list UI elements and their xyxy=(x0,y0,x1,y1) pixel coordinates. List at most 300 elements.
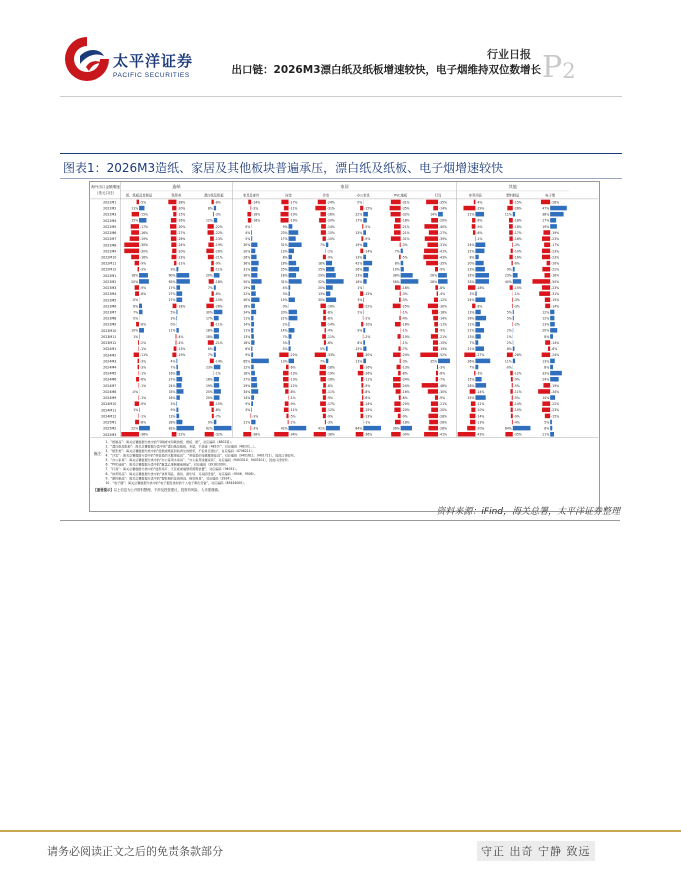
row-month-label: 2022M2 xyxy=(103,206,117,211)
growth-bar xyxy=(400,291,401,296)
growth-value: 40% xyxy=(504,279,512,284)
growth-value: -15% xyxy=(214,298,223,303)
figure-source: 资料来源：iFind，海关总署，太平洋证券整理 xyxy=(60,504,620,521)
growth-value: -9% xyxy=(326,255,333,260)
growth-value: -18% xyxy=(177,304,186,309)
growth-value: 12% xyxy=(243,365,251,370)
growth-value: -15% xyxy=(214,402,223,407)
growth-bar xyxy=(424,432,438,437)
growth-value: -14% xyxy=(476,389,485,394)
growth-value: -3% xyxy=(252,206,259,211)
growth-bar xyxy=(289,316,298,321)
growth-bar xyxy=(176,377,182,382)
growth-value: 10% xyxy=(392,267,400,272)
growth-bar xyxy=(543,383,550,388)
growth-value: 24% xyxy=(467,243,475,248)
growth-value: 1% xyxy=(357,285,363,290)
growth-bar xyxy=(393,383,401,388)
growth-bar xyxy=(214,273,220,278)
growth-bar xyxy=(420,353,438,358)
note-line: 8、“体育用品”：海关总署数据分类中的“体育用品、游戏、游乐场、马戏团设备”，对应编码（9506、9508）。 xyxy=(105,471,258,476)
growth-bar xyxy=(176,310,177,315)
growth-bar xyxy=(395,322,401,327)
growth-bar xyxy=(214,395,220,400)
growth-value: -8% xyxy=(476,304,483,309)
growth-bar xyxy=(251,408,252,413)
growth-value: 3% xyxy=(245,408,251,413)
growth-bar xyxy=(468,285,475,290)
growth-bar xyxy=(321,224,326,229)
growth-value: -13% xyxy=(289,371,298,376)
growth-value: -18% xyxy=(326,365,335,370)
row-month-label: 2024M11 xyxy=(101,408,117,413)
growth-value: -11% xyxy=(214,267,223,272)
growth-value: -8% xyxy=(214,200,221,205)
growth-bar xyxy=(251,316,253,321)
growth-value: 5% xyxy=(282,347,288,352)
growth-value: 23% xyxy=(205,365,213,370)
growth-bar xyxy=(214,346,216,351)
row-month-label: 2022M12 xyxy=(101,267,117,272)
growth-bar xyxy=(512,261,513,266)
growth-bar xyxy=(206,249,213,254)
growth-value: 17% xyxy=(542,218,550,223)
growth-value: 23% xyxy=(467,267,475,272)
growth-value: 29% xyxy=(243,383,251,388)
growth-bar xyxy=(401,279,419,284)
growth-value: 13% xyxy=(467,310,475,315)
growth-value: -16% xyxy=(252,218,261,223)
growth-value: 20% xyxy=(205,273,213,278)
growth-value: -11% xyxy=(214,322,223,327)
growth-bar xyxy=(214,218,217,223)
growth-value: 3% xyxy=(282,340,288,345)
row-month-label: 2024M7 xyxy=(103,383,117,388)
growth-bar xyxy=(208,230,214,235)
growth-bar xyxy=(214,426,232,431)
growth-value: -18% xyxy=(401,285,410,290)
growth-bar xyxy=(475,340,478,345)
growth-value: -3% xyxy=(513,298,520,303)
growth-bar xyxy=(326,279,344,284)
growth-bar xyxy=(401,273,413,278)
growth-value: -14% xyxy=(252,200,261,205)
growth-value: -17% xyxy=(140,224,148,229)
growth-bar xyxy=(550,224,557,229)
growth-bar xyxy=(251,426,252,431)
growth-value: -15% xyxy=(439,340,447,345)
growth-value: -3% xyxy=(439,365,446,370)
growth-bar xyxy=(137,200,139,205)
growth-bar xyxy=(398,371,401,376)
group-header-1: 家居 xyxy=(340,183,349,189)
growth-value: 25% xyxy=(467,395,475,400)
growth-value: -3% xyxy=(140,267,147,272)
growth-bar xyxy=(550,371,562,376)
growth-bar xyxy=(326,273,336,278)
growth-bar xyxy=(550,218,556,223)
growth-value: -26% xyxy=(214,304,223,309)
growth-bar xyxy=(401,426,412,431)
growth-bar xyxy=(174,261,176,266)
growth-value: -14% xyxy=(551,340,560,345)
growth-value: 18% xyxy=(205,334,213,339)
growth-value: 50% xyxy=(243,279,251,284)
growth-value: -19% xyxy=(551,230,560,235)
growth-bar xyxy=(550,359,555,364)
growth-value: 17% xyxy=(205,316,213,321)
column-header: 体育用品 xyxy=(468,193,482,198)
growth-value: 30% xyxy=(205,310,213,315)
growth-value: 23% xyxy=(355,273,363,278)
growth-value: 17% xyxy=(168,285,176,290)
growth-bar xyxy=(171,236,177,241)
growth-bar xyxy=(289,328,295,333)
row-month-label: 2022M7 xyxy=(103,237,117,242)
growth-value: -35% xyxy=(439,261,447,266)
growth-bar xyxy=(511,414,513,419)
growth-value: -18% xyxy=(513,218,522,223)
growth-value: -34% xyxy=(551,389,560,394)
growth-value: 3% xyxy=(170,402,176,407)
growth-value: -31% xyxy=(551,292,560,297)
row-month-label: 2024M8 xyxy=(103,389,117,394)
growth-value: -14% xyxy=(513,402,522,407)
growth-value: -36% xyxy=(364,432,373,437)
growth-value: -23% xyxy=(551,249,560,254)
growth-bar xyxy=(475,365,478,370)
growth-bar xyxy=(206,304,213,309)
row-month-label: 2023M2 xyxy=(103,279,117,284)
note-line: 4、“沙发”：海关总署数据分类中的“带软垫的木框架座具”、“带软垫的金属框架座具”，对应编码（9401611、9401711），因此口径较窄。 xyxy=(105,453,297,458)
growth-value: -10% xyxy=(401,334,410,339)
growth-value: 28% xyxy=(430,279,438,284)
growth-bar xyxy=(289,230,299,235)
growth-bar xyxy=(139,273,148,278)
growth-value: -13% xyxy=(289,377,298,382)
growth-value: 11% xyxy=(168,328,176,333)
growth-value: -25% xyxy=(401,304,410,309)
row-month-label: 2024M3 xyxy=(103,359,117,364)
growth-bar xyxy=(360,206,363,211)
growth-bar xyxy=(470,414,476,419)
growth-value: 0% xyxy=(245,224,251,229)
growth-bar xyxy=(283,383,288,388)
brand-block xyxy=(113,50,193,79)
growth-bar xyxy=(251,236,252,241)
growth-bar xyxy=(550,206,567,211)
growth-bar xyxy=(326,297,336,302)
growth-value: 13% xyxy=(355,359,363,364)
growth-bar xyxy=(131,255,139,260)
growth-value: 7% xyxy=(320,359,325,364)
growth-value: 12% xyxy=(542,310,550,315)
growth-value: -6% xyxy=(513,261,520,266)
growth-value: -5% xyxy=(513,383,520,388)
growth-value: -3% xyxy=(326,420,333,425)
growth-value: -30% xyxy=(140,243,148,248)
growth-bar xyxy=(542,255,550,260)
growth-bar xyxy=(214,377,219,382)
growth-bar xyxy=(285,401,289,406)
growth-value: 13% xyxy=(355,255,363,260)
growth-value: -12% xyxy=(326,408,335,413)
growth-value: -1% xyxy=(140,395,147,400)
growth-value: -13% xyxy=(177,347,186,352)
growth-value: 24% xyxy=(542,377,550,382)
growth-bar xyxy=(513,346,515,351)
growth-value: 28% xyxy=(168,420,176,425)
growth-bar xyxy=(363,328,365,333)
growth-bar xyxy=(176,273,189,278)
growth-value: -13% xyxy=(401,365,410,370)
growth-value: 26% xyxy=(430,273,438,278)
column-header: 沙发 xyxy=(322,193,330,198)
growth-value: -19% xyxy=(214,243,223,248)
growth-value: -24% xyxy=(177,243,186,248)
growth-value: -2% xyxy=(513,322,520,327)
growth-bar xyxy=(512,420,513,425)
growth-value: 0% xyxy=(357,200,363,205)
growth-bar xyxy=(397,365,401,370)
growth-bar xyxy=(214,389,221,394)
growth-value: 40% xyxy=(243,298,251,303)
growth-bar xyxy=(323,316,326,321)
growth-value: 3% xyxy=(282,292,288,297)
growth-bar xyxy=(319,218,326,223)
growth-bar xyxy=(472,224,476,229)
growth-value: -13% xyxy=(364,414,373,419)
growth-value: 15% xyxy=(467,377,475,382)
growth-bar xyxy=(426,261,438,266)
growth-value: 21% xyxy=(467,328,475,333)
growth-value: 7% xyxy=(133,310,139,315)
growth-bar xyxy=(285,389,288,394)
growth-bar xyxy=(475,328,484,333)
growth-value: 25% xyxy=(318,267,325,272)
growth-bar xyxy=(475,377,481,382)
growth-bar xyxy=(542,267,550,272)
growth-value: 60% xyxy=(168,273,176,278)
growth-bar xyxy=(475,249,484,254)
growth-bar xyxy=(322,389,326,394)
growth-value: -2% xyxy=(289,420,296,425)
growth-bar xyxy=(279,353,288,358)
growth-bar xyxy=(363,212,368,217)
row-month-label: 2024M4 xyxy=(103,365,117,370)
growth-bar xyxy=(361,322,363,327)
growth-value: 14% xyxy=(542,395,550,400)
growth-value: -23% xyxy=(551,255,560,260)
growth-value: 11% xyxy=(504,359,512,364)
growth-bar xyxy=(326,426,340,431)
growth-bar xyxy=(356,432,364,437)
growth-value: -20% xyxy=(439,408,447,413)
growth-bar xyxy=(363,279,366,284)
growth-bar xyxy=(401,261,404,266)
growth-bar xyxy=(135,291,139,296)
growth-value: -22% xyxy=(551,267,560,272)
growth-value: -9% xyxy=(140,261,147,266)
row-month-label: 2022M9 xyxy=(103,249,117,254)
growth-bar xyxy=(136,377,139,382)
growth-bar xyxy=(532,279,550,284)
growth-bar xyxy=(251,285,255,290)
growth-bar xyxy=(319,371,325,376)
growth-bar xyxy=(472,304,475,309)
growth-bar xyxy=(464,353,475,358)
growth-value: -5% xyxy=(401,298,408,303)
growth-bar xyxy=(550,432,554,437)
growth-value: 20% xyxy=(205,395,213,400)
row-month-label: 2022M3 xyxy=(103,212,117,217)
growth-bar xyxy=(211,261,214,266)
growth-value: -5% xyxy=(140,200,147,205)
growth-bar xyxy=(398,346,400,351)
growth-bar xyxy=(139,206,144,211)
growth-value: -1% xyxy=(326,249,333,254)
growth-bar xyxy=(289,279,302,284)
growth-value: 22% xyxy=(131,426,139,431)
growth-value: -32% xyxy=(401,212,410,217)
growth-value: -6% xyxy=(326,340,333,345)
growth-bar xyxy=(511,408,513,413)
growth-value: -31% xyxy=(326,206,335,211)
growth-bar xyxy=(205,432,214,437)
growth-value: -27% xyxy=(476,353,485,358)
growth-bar xyxy=(286,365,289,370)
growth-value: 4% xyxy=(282,285,288,290)
growth-bar xyxy=(359,304,364,309)
growth-bar xyxy=(435,328,438,333)
growth-value: -33% xyxy=(326,353,335,358)
growth-bar xyxy=(248,218,251,223)
growth-bar xyxy=(251,420,255,425)
growth-bar xyxy=(214,334,219,339)
growth-bar xyxy=(289,359,294,364)
growth-bar xyxy=(251,346,252,351)
growth-value: -35% xyxy=(439,200,447,205)
column-header: 纸、纸板及其制品 xyxy=(125,193,153,198)
growth-bar xyxy=(174,346,177,351)
growth-bar xyxy=(209,279,214,284)
growth-bar xyxy=(512,395,513,400)
growth-value: -8% xyxy=(214,408,221,413)
growth-bar xyxy=(251,310,256,315)
growth-value: 83% xyxy=(168,426,176,431)
growth-value: -22% xyxy=(177,432,186,437)
growth-value: -20% xyxy=(401,408,410,413)
growth-bar xyxy=(326,291,330,296)
growth-value: 13% xyxy=(542,359,550,364)
growth-bar xyxy=(212,408,214,413)
growth-value: 26% xyxy=(243,255,251,260)
growth-value: 14% xyxy=(430,212,438,217)
growth-value: 25% xyxy=(280,267,288,272)
growth-value: -18% xyxy=(476,285,485,290)
growth-bar xyxy=(435,267,438,272)
growth-bar xyxy=(463,206,475,211)
growth-value: -1% xyxy=(364,420,371,425)
growth-value: 16% xyxy=(168,371,176,376)
growth-bar xyxy=(326,346,328,351)
report-title: 出口链：2026M3漂白纸及纸板增速较快，电子烟维持双位数增长 xyxy=(231,64,541,76)
growth-bar xyxy=(513,426,531,431)
growth-bar xyxy=(362,395,363,400)
growth-value: -26% xyxy=(551,200,560,205)
growth-bar xyxy=(283,371,288,376)
growth-value: -17% xyxy=(513,230,522,235)
growth-value: 20% xyxy=(243,249,251,254)
growth-bar xyxy=(361,383,363,388)
growth-value: 14% xyxy=(243,322,251,327)
growth-bar xyxy=(286,414,288,419)
growth-value: -2% xyxy=(140,340,147,345)
growth-bar xyxy=(289,285,291,290)
growth-value: -43% xyxy=(476,432,485,437)
growth-bar xyxy=(361,414,364,419)
growth-value: -16% xyxy=(140,255,148,260)
growth-value: 85% xyxy=(243,359,251,364)
growth-value: 22% xyxy=(355,212,363,217)
growth-value: 27% xyxy=(168,377,176,382)
growth-value: 42% xyxy=(355,261,363,266)
growth-value: -1% xyxy=(140,414,147,419)
growth-value: 19% xyxy=(243,285,251,290)
growth-value: -9% xyxy=(513,377,520,382)
growth-bar xyxy=(363,426,381,431)
growth-bar xyxy=(395,218,401,223)
growth-bar xyxy=(510,285,513,290)
growth-value: -15% xyxy=(364,292,373,297)
growth-value: 0% xyxy=(170,322,176,327)
growth-value: 11% xyxy=(467,322,475,327)
growth-bar xyxy=(512,297,513,302)
brand-name-cn: 太平洋证券 xyxy=(113,52,194,70)
growth-value: -16% xyxy=(326,377,335,382)
growth-bar xyxy=(425,236,438,241)
growth-value: -52% xyxy=(439,353,447,358)
growth-bar xyxy=(358,371,363,376)
growth-bar xyxy=(251,328,253,333)
growth-bar xyxy=(289,224,293,229)
row-month-label: 2024M1 xyxy=(103,347,117,352)
growth-value: -1% xyxy=(401,310,408,315)
growth-value: -20% xyxy=(476,426,485,431)
growth-bar xyxy=(475,334,480,339)
growth-value: -20% xyxy=(177,249,186,254)
growth-value: 33% xyxy=(168,389,176,394)
growth-value: 7% xyxy=(207,285,213,290)
growth-value: 5% xyxy=(506,316,512,321)
growth-bar xyxy=(458,432,476,437)
growth-value: -23% xyxy=(551,408,560,413)
growth-bar xyxy=(210,401,214,406)
row-month-label: 2023M8 xyxy=(103,316,117,321)
growth-value: 5% xyxy=(506,310,512,315)
growth-value: 18% xyxy=(243,304,251,309)
growth-bar xyxy=(132,212,139,217)
growth-bar xyxy=(326,285,333,290)
growth-bar xyxy=(438,279,448,284)
growth-bar xyxy=(401,249,403,254)
growth-value: -15% xyxy=(551,298,560,303)
growth-bar xyxy=(289,310,297,315)
growth-bar xyxy=(214,420,217,425)
column-header: PVC地板 xyxy=(394,193,408,198)
growth-value: 4% xyxy=(245,230,251,235)
growth-bar xyxy=(470,420,475,425)
